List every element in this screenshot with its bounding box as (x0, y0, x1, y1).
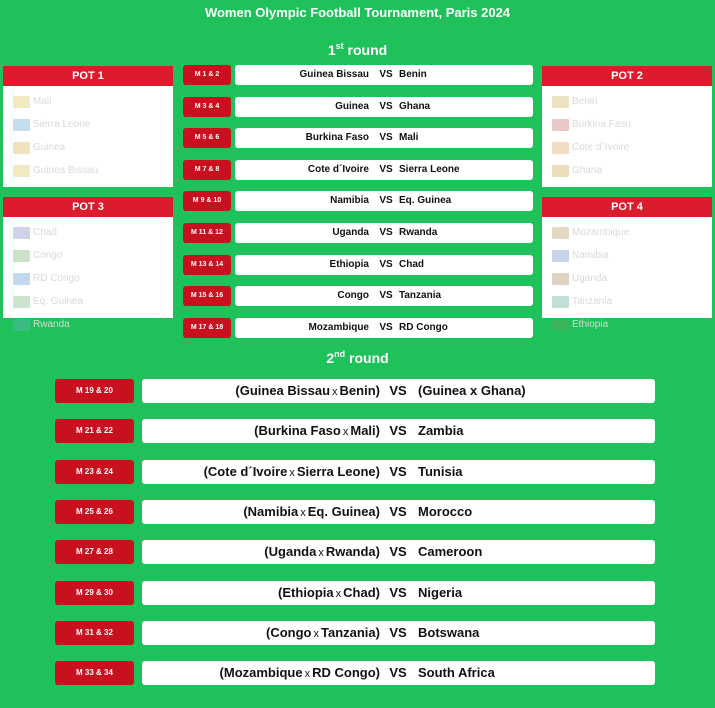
match-bar (142, 581, 655, 605)
home-team-b: Eq. Guinea (307, 503, 376, 519)
away-team: (Guinea x Ghana) (418, 383, 526, 398)
pot-header: POT 2 (542, 66, 712, 86)
match-badge: M 5 & 6 (183, 128, 231, 148)
flag-icon (13, 319, 30, 331)
round-1-number: 1 (327, 42, 336, 58)
round-2-match (55, 500, 655, 524)
pot-team (13, 159, 173, 182)
match-bar (235, 223, 533, 243)
flag-icon (552, 296, 569, 308)
home-pairing: (Uganda x Rwanda) (264, 544, 380, 560)
away-team: Tanzania (399, 290, 442, 302)
team-name: Congo (33, 250, 63, 261)
home-pairing: (Guinea Bissau x Benin) (235, 383, 380, 398)
match-badge: M 25 & 26 (55, 500, 134, 524)
home-pairing: (Ethiopia x Chad) (278, 584, 380, 600)
match-bar (142, 419, 655, 443)
match-badge: M 17 & 18 (183, 318, 231, 338)
home-team: Guinea Bissau (299, 69, 369, 80)
round-2-number: 2 (326, 350, 335, 366)
home-team-a: Burkina Faso (258, 423, 341, 439)
round-2-match (55, 460, 655, 484)
flag-icon (552, 319, 569, 331)
pot-team-list (3, 217, 173, 336)
home-team-b: Mali (350, 423, 376, 439)
vs-label: VS (389, 544, 407, 560)
flag-icon (13, 119, 30, 131)
round-1-match (183, 223, 533, 243)
away-team: Morocco (418, 503, 473, 519)
vs-label: VS (379, 132, 393, 144)
home-pairing: (Mozambique x RD Congo) (219, 665, 380, 681)
flag-icon (13, 165, 30, 177)
match-bar (142, 379, 655, 403)
round-2-match (55, 419, 655, 443)
home-team-a: Cote d´Ivoire (207, 463, 288, 479)
match-bar (235, 318, 533, 338)
pot-team (13, 267, 173, 290)
pot-2 (542, 66, 712, 187)
home-team: Namibia (330, 195, 369, 207)
pot-header: POT 4 (542, 197, 712, 217)
match-bar (142, 661, 655, 685)
x-separator: x (289, 466, 295, 479)
vs-label: VS (379, 321, 393, 333)
match-bar (235, 286, 533, 306)
x-separator: x (300, 506, 306, 519)
match-badge: M 27 & 28 (55, 540, 134, 564)
home-pairing: (Burkina Faso x Mali) (254, 423, 380, 439)
match-badge: M 31 & 32 (55, 621, 134, 645)
away-team: Mali (399, 132, 419, 144)
match-bar (142, 460, 655, 484)
match-badge: M 21 & 22 (55, 419, 134, 443)
flag-icon (552, 119, 569, 131)
pot-team (552, 113, 712, 136)
pot-team (13, 313, 173, 336)
away-team: Tunisia (418, 463, 463, 479)
pot-header: POT 1 (3, 66, 173, 86)
home-pairing: (Cote d´Ivoire x Sierra Leone) (203, 463, 380, 479)
round-1-match (183, 318, 533, 338)
team-name: Mali (33, 96, 52, 107)
pot-team (13, 244, 173, 267)
round-1-title (0, 41, 715, 58)
pot-team-list (542, 217, 712, 336)
pot-team (13, 290, 173, 313)
x-separator: x (342, 426, 349, 439)
home-team-b: Chad (343, 584, 376, 600)
vs-label: VS (379, 258, 393, 270)
flag-icon (13, 142, 30, 154)
pot-team (13, 136, 173, 159)
match-bar (235, 128, 533, 148)
round-1-match (183, 191, 533, 211)
home-pairing: (Namibia x Eq. Guinea) (243, 503, 380, 519)
home-team: Ethiopia (329, 258, 369, 270)
home-team: Uganda (332, 227, 369, 238)
away-team: Benin (399, 69, 427, 80)
match-badge: M 15 & 16 (183, 286, 231, 306)
vs-label: VS (379, 227, 393, 238)
away-team: Chad (399, 258, 424, 270)
match-badge: M 7 & 8 (183, 160, 231, 180)
away-team: South Africa (418, 665, 495, 681)
x-separator: x (332, 386, 338, 398)
pot-team (552, 244, 712, 267)
away-team: RD Congo (399, 321, 448, 333)
match-bar (142, 540, 655, 564)
match-bar (235, 97, 533, 117)
vs-label: VS (379, 163, 393, 175)
pot-team (552, 136, 712, 159)
flag-icon (13, 273, 30, 285)
pot-team-list (3, 86, 173, 182)
away-team: Sierra Leone (399, 163, 460, 175)
vs-label: VS (379, 195, 393, 207)
home-team-b: Rwanda (325, 544, 376, 560)
pot-3 (3, 197, 173, 330)
round-2-match (55, 540, 655, 564)
pot-team (552, 267, 712, 290)
x-separator: x (313, 627, 319, 640)
round-1-label: round (343, 42, 388, 58)
team-name: Eq. Guinea (33, 296, 84, 307)
vs-label: VS (389, 383, 407, 398)
away-team: Eq. Guinea (399, 195, 452, 207)
round-2-match (55, 379, 655, 403)
round-1-match (183, 97, 533, 117)
round-1-match (183, 255, 533, 275)
vs-label: VS (389, 665, 407, 681)
round-2-match (55, 661, 655, 685)
home-team: Congo (337, 290, 369, 302)
home-team: Cote d´Ivoire (307, 163, 369, 175)
team-name: Ghana (572, 165, 603, 176)
pot-team (552, 290, 712, 313)
vs-label: VS (379, 69, 393, 80)
away-team: Ghana (399, 100, 431, 112)
home-team-b: Tanzania (320, 624, 376, 640)
home-team: Mozambique (308, 321, 369, 333)
team-name: Uganda (572, 273, 608, 284)
pot-team (552, 221, 712, 244)
flag-icon (13, 96, 30, 108)
home-team-b: Benin (339, 383, 376, 398)
away-team: Nigeria (418, 584, 463, 600)
match-bar (235, 255, 533, 275)
pot-team (552, 159, 712, 182)
team-name: Chad (33, 227, 57, 238)
pot-team (13, 113, 173, 136)
round-1-match (183, 286, 533, 306)
pot-header: POT 3 (3, 197, 173, 217)
pot-team (552, 313, 712, 336)
team-name: Guinea (33, 142, 66, 153)
home-team-a: Ethiopia (282, 584, 334, 600)
match-bar (235, 160, 533, 180)
flag-icon (552, 273, 569, 285)
home-team: Burkina Faso (305, 132, 369, 144)
pot-4 (542, 197, 712, 330)
home-team-b: RD Congo (312, 665, 376, 681)
vs-label: VS (389, 423, 407, 439)
home-pairing: (Congo x Tanzania) (265, 624, 380, 640)
vs-label: VS (389, 584, 407, 600)
match-bar (142, 500, 655, 524)
round-1-suffix: st (335, 41, 344, 51)
team-name: Benin (572, 96, 598, 107)
round-1-match (183, 160, 533, 180)
round-1-match (183, 65, 533, 85)
round-2-suffix: nd (334, 349, 346, 359)
match-badge: M 29 & 30 (55, 581, 134, 605)
x-separator: x (304, 668, 311, 681)
round-1-match (183, 128, 533, 148)
flag-icon (552, 96, 569, 108)
x-separator: x (318, 547, 324, 560)
team-name: Burkina Faso (572, 119, 631, 130)
home-team-a: Mozambique (223, 665, 303, 681)
team-name: Tanzania (572, 296, 613, 307)
flag-icon (552, 227, 569, 239)
flag-icon (13, 250, 30, 262)
home-team-a: Guinea Bissau (239, 383, 331, 398)
team-name: Rwanda (33, 319, 70, 330)
home-team-b: Sierra Leone (296, 463, 376, 479)
team-name: Guinea Bissau (33, 165, 99, 176)
away-team: Cameroon (418, 544, 483, 560)
team-name: Namibia (572, 250, 609, 261)
flag-icon (13, 296, 30, 308)
flag-icon (13, 227, 30, 239)
match-badge: M 3 & 4 (183, 97, 231, 117)
pot-team (552, 90, 712, 113)
home-team: Guinea (335, 100, 369, 112)
away-team: Zambia (418, 423, 464, 439)
home-team-a: Congo (270, 624, 312, 640)
pot-team (13, 90, 173, 113)
x-separator: x (335, 587, 342, 600)
match-bar (142, 621, 655, 645)
vs-label: VS (389, 624, 407, 640)
team-name: Mozambique (572, 227, 630, 238)
vs-label: VS (379, 100, 393, 112)
round-2-match (55, 621, 655, 645)
match-badge: M 1 & 2 (183, 65, 231, 85)
home-team-a: Uganda (268, 544, 317, 560)
flag-icon (552, 165, 569, 177)
page-title: Women Olympic Football Tournament, Paris 2024 (204, 5, 511, 20)
home-team-a: Namibia (247, 503, 299, 519)
pot-team (13, 221, 173, 244)
away-team: Botswana (418, 624, 480, 640)
round-2-label: round (345, 350, 389, 366)
match-badge: M 19 & 20 (55, 379, 134, 403)
team-name: Ethiopia (572, 319, 609, 330)
away-team: Rwanda (399, 227, 438, 238)
round-2-title (0, 349, 715, 366)
round-2-match (55, 581, 655, 605)
match-badge: M 11 & 12 (183, 223, 231, 243)
vs-label: VS (389, 503, 407, 519)
team-name: RD Congo (33, 273, 80, 284)
pot-team-list (542, 86, 712, 182)
match-bar (235, 191, 533, 211)
match-badge: M 9 & 10 (183, 191, 231, 211)
pot-1 (3, 66, 173, 187)
team-name: Sierra Leone (33, 119, 91, 130)
flag-icon (552, 250, 569, 262)
team-name: Cote d´Ivoire (572, 142, 630, 153)
flag-icon (552, 142, 569, 154)
match-bar (235, 65, 533, 85)
match-badge: M 13 & 14 (183, 255, 231, 275)
match-badge: M 33 & 34 (55, 661, 134, 685)
vs-label: VS (389, 463, 407, 479)
match-badge: M 23 & 24 (55, 460, 134, 484)
vs-label: VS (379, 290, 393, 302)
